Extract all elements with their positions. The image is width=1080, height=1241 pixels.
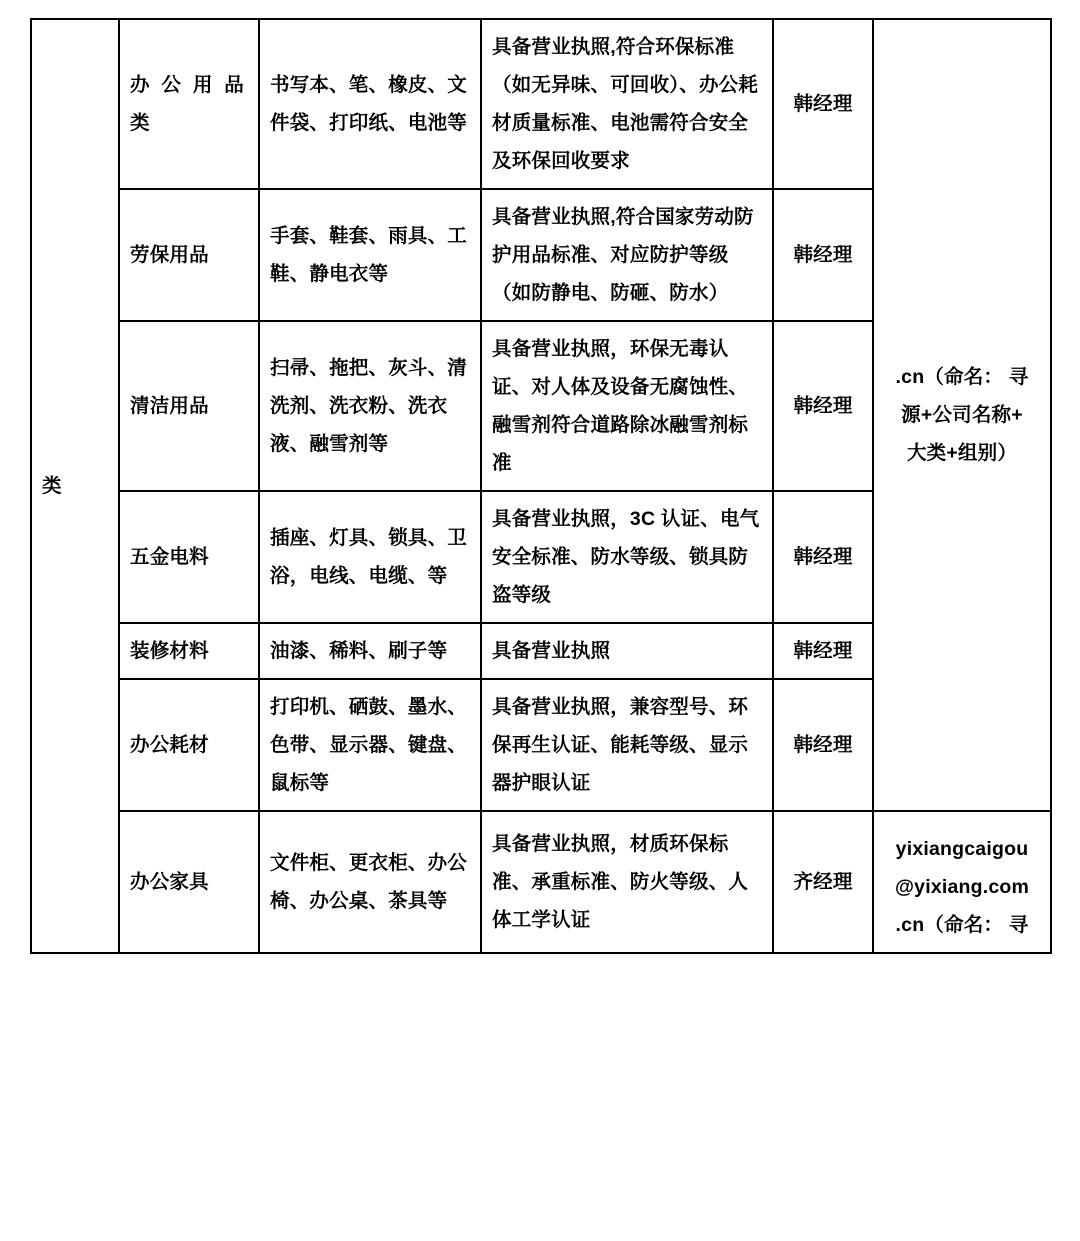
owner-cell: 韩经理	[773, 679, 873, 811]
requirements-cell: 具备营业执照,符合国家劳动防护用品标准、对应防护等级（如防静电、防砸、防水）	[481, 189, 773, 321]
requirements-cell: 具备营业执照,符合环保标准（如无异味、可回收）、办公耗材质量标准、电池需符合安全及环保回收要求	[481, 19, 773, 189]
class-cell: 类	[31, 19, 119, 953]
mail-line-3: 大类+组别）	[906, 442, 1018, 465]
items-cell: 手套、鞋套、雨具、工鞋、静电衣等	[259, 189, 481, 321]
items-cell: 打印机、硒鼓、墨水、色带、显示器、键盘、鼠标等	[259, 679, 481, 811]
owner-cell: 韩经理	[773, 623, 873, 679]
category-cell: 办公家具	[119, 811, 259, 953]
mail-line-2: @yixiang.com	[894, 876, 1030, 899]
owner-cell: 韩经理	[773, 491, 873, 623]
requirements-cell: 具备营业执照	[481, 623, 773, 679]
items-cell: 扫帚、拖把、灰斗、清洗剂、洗衣粉、洗衣液、融雪剂等	[259, 321, 481, 491]
mail-line-1: .cn（命名： 寻	[895, 366, 1029, 389]
requirements-cell: 具备营业执照，3C 认证、电气安全标准、防水等级、锁具防盗等级	[481, 491, 773, 623]
items-cell: 书写本、笔、橡皮、文件袋、打印纸、电池等	[259, 19, 481, 189]
owner-cell: 韩经理	[773, 19, 873, 189]
table-row	[31, 19, 1051, 189]
mail-line-1: yixiangcaigou	[895, 838, 1029, 861]
category-cell: 装修材料	[119, 623, 259, 679]
mail-line-3: .cn（命名： 寻	[895, 914, 1029, 937]
owner-cell: 齐经理	[773, 811, 873, 953]
procurement-table	[30, 18, 1052, 954]
category-cell: 办公耗材	[119, 679, 259, 811]
items-cell: 文件柜、更衣柜、办公椅、办公桌、茶具等	[259, 811, 481, 953]
category-cell: 清洁用品	[119, 321, 259, 491]
owner-cell: 韩经理	[773, 189, 873, 321]
table-row	[31, 811, 1051, 953]
items-cell: 油漆、稀料、刷子等	[259, 623, 481, 679]
requirements-cell: 具备营业执照，兼容型号、环保再生认证、能耗等级、显示器护眼认证	[481, 679, 773, 811]
category-cell: 五金电料	[119, 491, 259, 623]
mail-cell-top	[873, 19, 1051, 811]
mail-cell-bottom	[873, 811, 1051, 953]
requirements-cell: 具备营业执照，材质环保标准、承重标准、防火等级、人体工学认证	[481, 811, 773, 953]
mail-line-2: 源+公司名称+	[901, 404, 1023, 427]
items-cell: 插座、灯具、锁具、卫浴，电线、电缆、等	[259, 491, 481, 623]
category-cell: 劳保用品	[119, 189, 259, 321]
owner-cell: 韩经理	[773, 321, 873, 491]
category-cell: 办 公 用 品 类	[119, 19, 259, 189]
requirements-cell: 具备营业执照，环保无毒认证、对人体及设备无腐蚀性、融雪剂符合道路除冰融雪剂标准	[481, 321, 773, 491]
